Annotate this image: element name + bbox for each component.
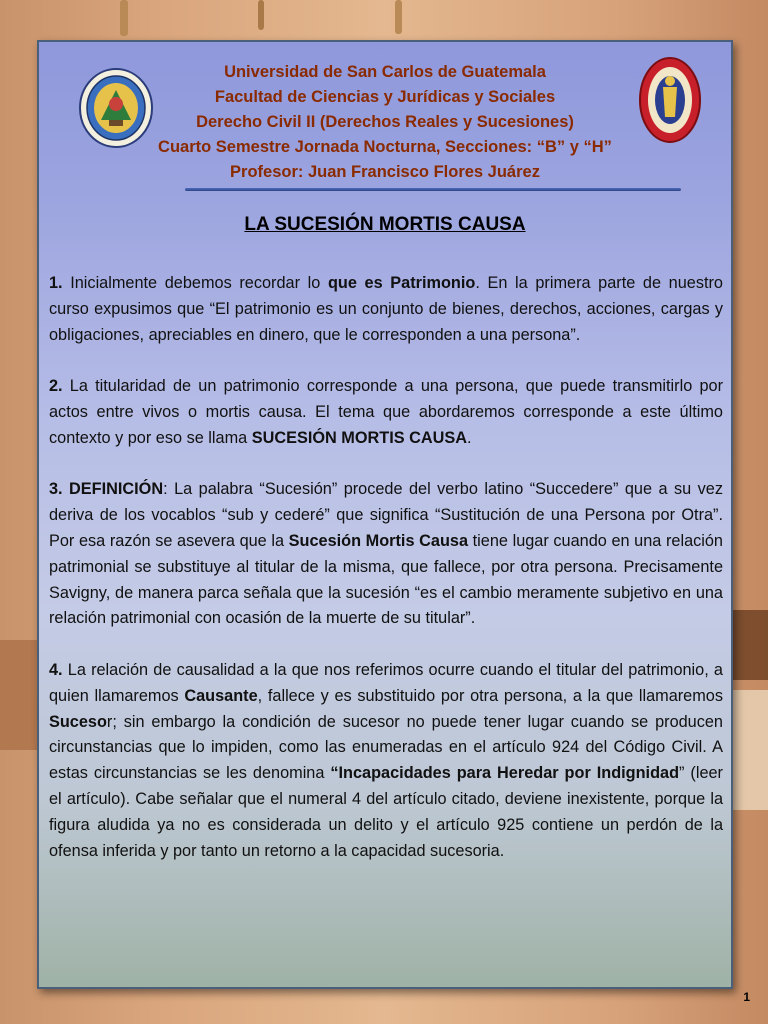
bold-text: “Incapacidades para Heredar por Indignidad (330, 764, 680, 783)
bold-text: Causante (184, 686, 258, 705)
text-run: . En la primera parte de nuestro curso expusimos que “El patrimonio es un conjunto de bienes, derechos, acciones, cargas y obligaciones, apreciables en dinero, que le corresponden a una persona”. (49, 274, 723, 344)
bold-text: que es Patrimonio (327, 274, 476, 292)
header-faculty: Facultad de Ciencias y Jurídicas y Sociales (214, 88, 556, 106)
header-professor: Profesor: Juan Francisco Flores Juárez (230, 163, 540, 181)
document-title: LA SUCESIÓN MORTIS CAUSA (244, 214, 526, 235)
background-lamp (395, 0, 402, 34)
header-divider (185, 188, 681, 191)
background-detail (728, 690, 768, 810)
document-header (39, 60, 731, 185)
text-run: r; sin embargo la condición de sucesor no puede tener lugar cuando se producen circunstancias que lo impiden, como las enumeradas en el artículo 924 del Código Civil. A estas circunstancias se les denomina (49, 712, 723, 783)
header-semester: Cuarto Semestre Jornada Nocturna, Secciones: “B” y “H” (158, 138, 612, 156)
document-panel (37, 40, 733, 989)
text-run: . (467, 428, 472, 447)
bold-text: Suceso (49, 712, 107, 731)
paragraph-number: 1. (49, 274, 63, 292)
paragraph-1 (49, 271, 723, 348)
background-lamp (120, 0, 128, 36)
document-body (49, 271, 723, 890)
text-run: : La palabra “Sucesión” procede del verbo latino “Succedere” que a su vez deriva de los vocablos “sub y cederé” que significa “Sustitución de una Persona por Otra”. Por esa razón se asevera que la (49, 480, 723, 550)
text-run: La titularidad de un patrimonio corresponde a una persona, que puede transmitirlo por actos entre vivos o mortis causa. El tema que abordaremos corresponde a este último contexto y por eso se llama (49, 377, 723, 447)
text-run: ” (leer el artículo). Cabe señalar que el numeral 4 del artículo citado, deviene inexistente, porque la figura aludida ya no es considerada un delito y el artículo 925 contiene un perdón de la ofensa inferida y por tanto un retorno a la capacidad sucesoria. (49, 764, 723, 860)
background-lamp (258, 0, 264, 30)
header-university: Universidad de San Carlos de Guatemala (224, 63, 546, 81)
background-gavel (728, 610, 768, 680)
header-course: Derecho Civil II (Derechos Reales y Sucesiones) (196, 113, 574, 131)
paragraph-4 (49, 658, 723, 864)
bold-text: Sucesión Mortis Causa (288, 531, 469, 550)
text-run: Inicialmente debemos recordar lo (62, 274, 328, 292)
page-number: 1 (743, 990, 750, 1004)
paragraph-number: 3. DEFINICIÓN (49, 480, 164, 499)
background-detail (0, 640, 38, 750)
text-run: , fallece y es substituido por otra persona, a la que llamaremos (257, 686, 723, 705)
paragraph-number: 4. (49, 660, 63, 679)
paragraph-2 (49, 374, 723, 451)
bold-text: SUCESIÓN MORTIS CAUSA (251, 428, 468, 447)
paragraph-3 (49, 477, 723, 632)
text-run: tiene lugar cuando en una relación patrimonial se substituye al titular de la misma, que fallece, por otra persona. Precisamente Savigny, de manera parca señala que la sucesión “es el cambio meramente subjetivo en una relación patrimonial con ocasión de la muerte de su titular”. (49, 531, 723, 628)
text-run: La relación de causalidad a la que nos referimos ocurre cuando el titular del patrimonio, a quien llamaremos (49, 660, 723, 705)
paragraph-number: 2. (49, 377, 63, 396)
